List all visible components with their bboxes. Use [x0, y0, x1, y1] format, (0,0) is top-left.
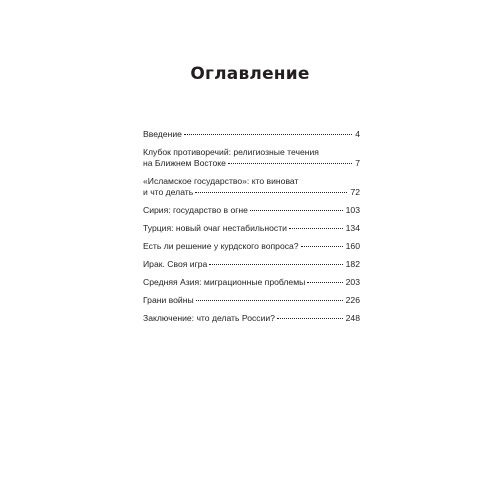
toc-entry [143, 295, 360, 306]
toc-entry [143, 129, 360, 140]
toc-entry-row [143, 295, 360, 306]
toc-entry-row [143, 223, 360, 234]
toc-entry [143, 176, 360, 198]
toc-entry-title-line: Грани войны [143, 295, 194, 305]
dot-leader [277, 318, 343, 319]
toc-entry-title-line: Введение [143, 129, 182, 139]
toc-page-number: 103 [345, 205, 360, 215]
toc-entry [143, 205, 360, 216]
toc-entry-title-line: и что делать [143, 187, 194, 197]
table-of-contents [143, 129, 360, 324]
toc-entry-row [143, 187, 360, 198]
toc-page-number: 160 [345, 241, 360, 251]
toc-page-number: 4 [355, 129, 360, 139]
toc-page-number: 7 [355, 158, 360, 168]
toc-page-number: 226 [345, 295, 360, 305]
toc-entry-row [143, 259, 360, 270]
toc-entry-row [143, 129, 360, 140]
dot-leader [301, 246, 343, 247]
dot-leader [228, 163, 352, 164]
dot-leader [195, 192, 347, 193]
toc-page-number: 134 [345, 223, 360, 233]
toc-entry-title-line: Клубок противоречий: религиозные течения [143, 147, 319, 157]
toc-entry [143, 147, 360, 169]
toc-entry-row [143, 158, 360, 169]
toc-entry-row [143, 313, 360, 324]
dot-leader [307, 282, 342, 283]
page-title: Оглавление [190, 64, 310, 84]
toc-entry-title-line: «Исламское государство»: кто виноват [143, 176, 299, 186]
toc-entry [143, 223, 360, 234]
toc-page-number: 203 [345, 277, 360, 287]
dot-leader [196, 300, 343, 301]
toc-entry-title-line: Ирак. Своя игра [143, 259, 208, 269]
dot-leader [250, 210, 343, 211]
toc-entry-title-line: Сирия: государство в огне [143, 205, 248, 215]
toc-page-number: 72 [350, 187, 360, 197]
toc-entry-title-line: Средняя Азия: миграционные проблемы [143, 277, 306, 287]
toc-entry-title-line: на Ближнем Востоке [143, 158, 226, 168]
toc-page-number: 248 [345, 313, 360, 323]
toc-entry-row [143, 277, 360, 288]
toc-entry [143, 259, 360, 270]
toc-entry-title-line: Турция: новый очаг нестабильности [143, 223, 287, 233]
toc-entry [143, 241, 360, 252]
toc-entry [143, 277, 360, 288]
toc-entry-row [143, 241, 360, 252]
dot-leader [209, 264, 342, 265]
toc-entry-row [143, 205, 360, 216]
toc-entry-title-line: Заключение: что делать России? [143, 313, 275, 323]
dot-leader [184, 134, 352, 135]
toc-entry-title-line: Есть ли решение у курдского вопроса? [143, 241, 299, 251]
toc-page-number: 182 [345, 259, 360, 269]
dot-leader [289, 228, 343, 229]
toc-entry [143, 313, 360, 324]
